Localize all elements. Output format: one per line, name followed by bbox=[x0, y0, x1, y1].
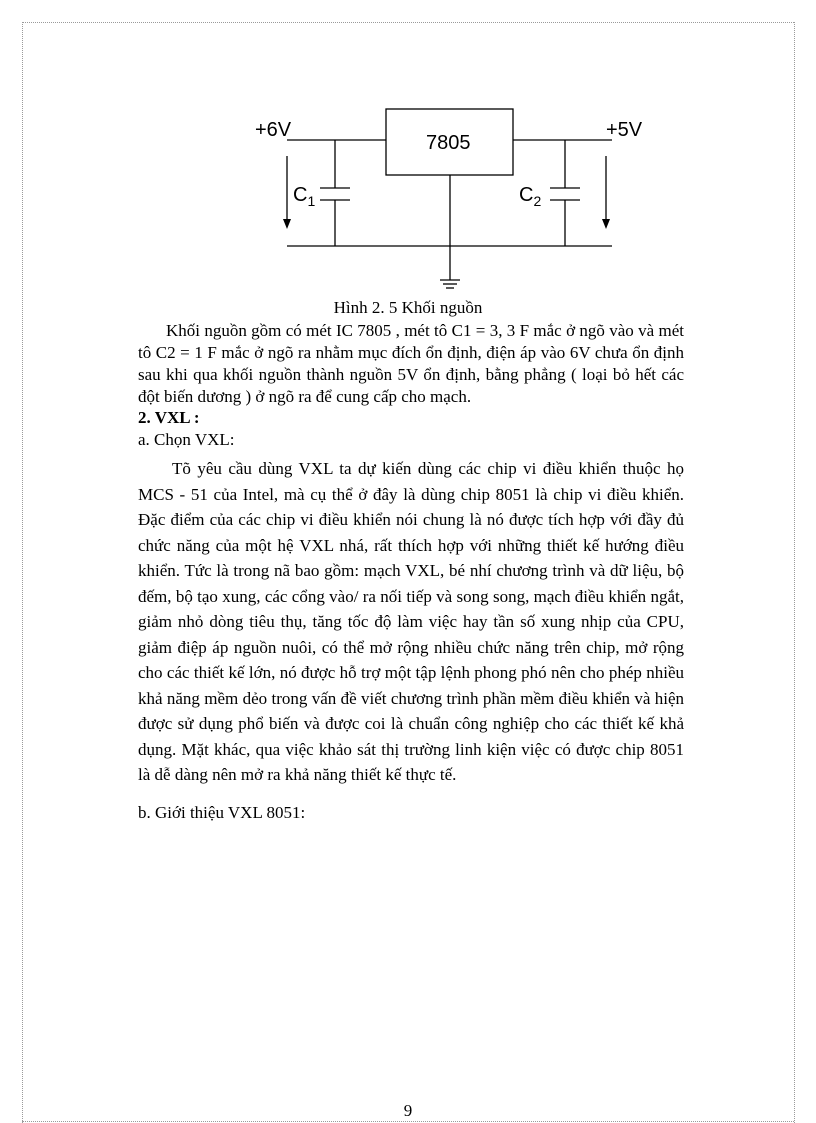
microcontroller-paragraph: Tõ yêu cầu dùng VXL ta dự kiến dùng các chip vi điều khiển thuộc họ MCS - 51 của Intel, mà cụ thể ở đây là dùng chip 8051 là chip vi điều khiển. Đặc điểm của các chip vi điều khiển nói chung là nó được tích hợp với đầy đủ chức năng của một hệ VXL nhá, rất thích hợp với những thiết kế hướng điều khiển. Tức là trong nã bao gồm: mạch VXL, bé nhí chương trình và dữ liệu, bộ đếm, bộ tạo xung, các cổng vào/ ra nối tiếp và song song, mạch điều khiển ngắt, giảm nhỏ dòng tiêu thụ, tăng tốc độ làm việc hay tần số xung nhịp của CPU, giảm điệp áp nguồn nuôi, có thể mở rộng nhiều chức năng trên chip, mở rộng cho các thiết kế lớn, nó được hỗ trợ một tập lệnh phong phó nên cho phép nhiều khả năng mềm dẻo trong vấn đề viết chương trình phần mềm điều khiển và hiện được sử dụng phổ biến và được coi là chuẩn công nghiệp cho các thiết kế khả dụng. Mặt khác, qua việc khảo sát thị trường linh kiện việc có được chip 8051 là dễ dàng nên mở ra khả năng thiết kế thực tế. bbox=[138, 459, 684, 784]
output-arrow-head bbox=[602, 219, 610, 229]
page-number: 9 bbox=[403, 1101, 413, 1120]
ic-label: 7805 bbox=[426, 132, 471, 154]
subsection-a-heading: a. Chọn VXL: bbox=[138, 430, 235, 449]
c1-label: $C_1$ bbox=[293, 184, 316, 209]
section-heading: 2. VXL : bbox=[138, 408, 200, 427]
input-arrow-head bbox=[283, 219, 291, 229]
power-supply-diagram bbox=[0, 0, 816, 300]
power-block-paragraph: Khối nguồn gồm có mét IC 7805 , mét tô C1 = 3, 3 F mắc ở ngõ vào và mét tô C2 = 1 F mắc ở ngõ ra nhằm mục đích ổn định, điện áp vào 6V chưa ổn định sau khi qua khối nguồn thành nguồn 5V ổn định, bằng phẳng ( loại bỏ hết các đột biến dương ) ở ngõ ra để cung cấp cho mạch. bbox=[138, 321, 684, 406]
c2-label: $C_2$ bbox=[519, 184, 542, 209]
output-voltage-label: +5V bbox=[606, 119, 643, 141]
subsection-b-heading: b. Giới thiệu VXL 8051: bbox=[138, 803, 306, 822]
input-voltage-label: +6V bbox=[255, 119, 292, 141]
figure-caption: Hình 2. 5 Khối nguồn bbox=[333, 298, 483, 317]
page-border-bottom bbox=[22, 1121, 794, 1122]
